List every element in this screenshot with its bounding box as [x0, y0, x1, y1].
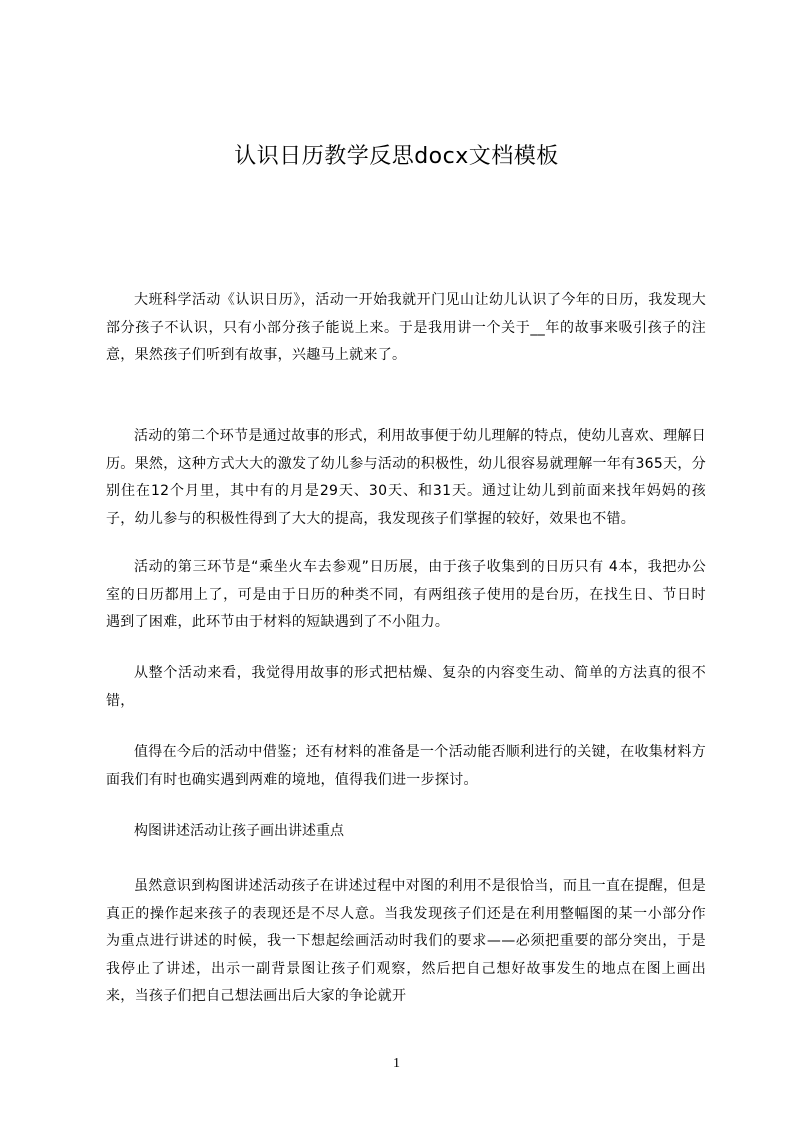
paragraph-2: 活动的第二个环节是通过故事的形式，利用故事便于幼儿理解的特点，使幼儿喜欢、理解日历。果然，这种方式大大的激发了幼儿参与活动的积极性，幼儿很容易就理解一年有365天，分别住在12个月里，其中有的月是29天、30天、和31天。通过让幼儿到前面来找年妈妈的孩子，幼儿参与的积极性得到了大大的提高，我发现孩子们掌握的较好，效果也不错。	[106, 428, 706, 527]
section-subheading: 构图讲述活动让孩子画出讲述重点	[134, 823, 344, 839]
page-number: 1	[393, 1056, 400, 1071]
paragraph-6: 虽然意识到构图讲述活动孩子在讲述过程中对图的利用不是很恰当，而且一直在提醒，但是真正的操作起来孩子的表现还是不尽人意。当我发现孩子们还是在利用整幅图的某一小部分作为重点进行讲述的时候，我一下想起绘画活动时我们的要求——必须把重要的部分突出，于是我停止了讲述，出示一副背景图让孩子们观察，然后把自己想好故事发生的地点在图上画出来，当孩子们把自己想法画出后大家的争论就开	[106, 878, 706, 1004]
paragraph-1: 大班科学活动《认识日历》，活动一开始我就开门见山让幼儿认识了今年的日历，我发现大部分孩子不认识，只有小部分孩子能说上来。于是我用讲一个关于__年的故事来吸引孩子的注意，果然孩子们听到有故事，兴趣马上就来了。	[106, 292, 706, 363]
document-title: 认识日历教学反思docx文档模板	[234, 144, 559, 169]
paragraph-3: 活动的第三环节是“乘坐火车去参观”日历展，由于孩子收集到的日历只有 4本，我把办公室的日历都用上了，可是由于日历的种类不同，有两组孩子使用的是台历，在找生日、节日时遇到了困难，此环节由于材料的短缺遇到了不小阻力。	[106, 559, 706, 630]
paragraph-4: 从整个活动来看，我觉得用故事的形式把枯燥、复杂的内容变生动、简单的方法真的很不错，	[106, 665, 706, 709]
paragraph-5: 值得在今后的活动中借鉴；还有材料的准备是一个活动能否顺利进行的关键，在收集材料方面我们有时也确实遇到两难的境地，值得我们进一步探讨。	[106, 744, 706, 788]
